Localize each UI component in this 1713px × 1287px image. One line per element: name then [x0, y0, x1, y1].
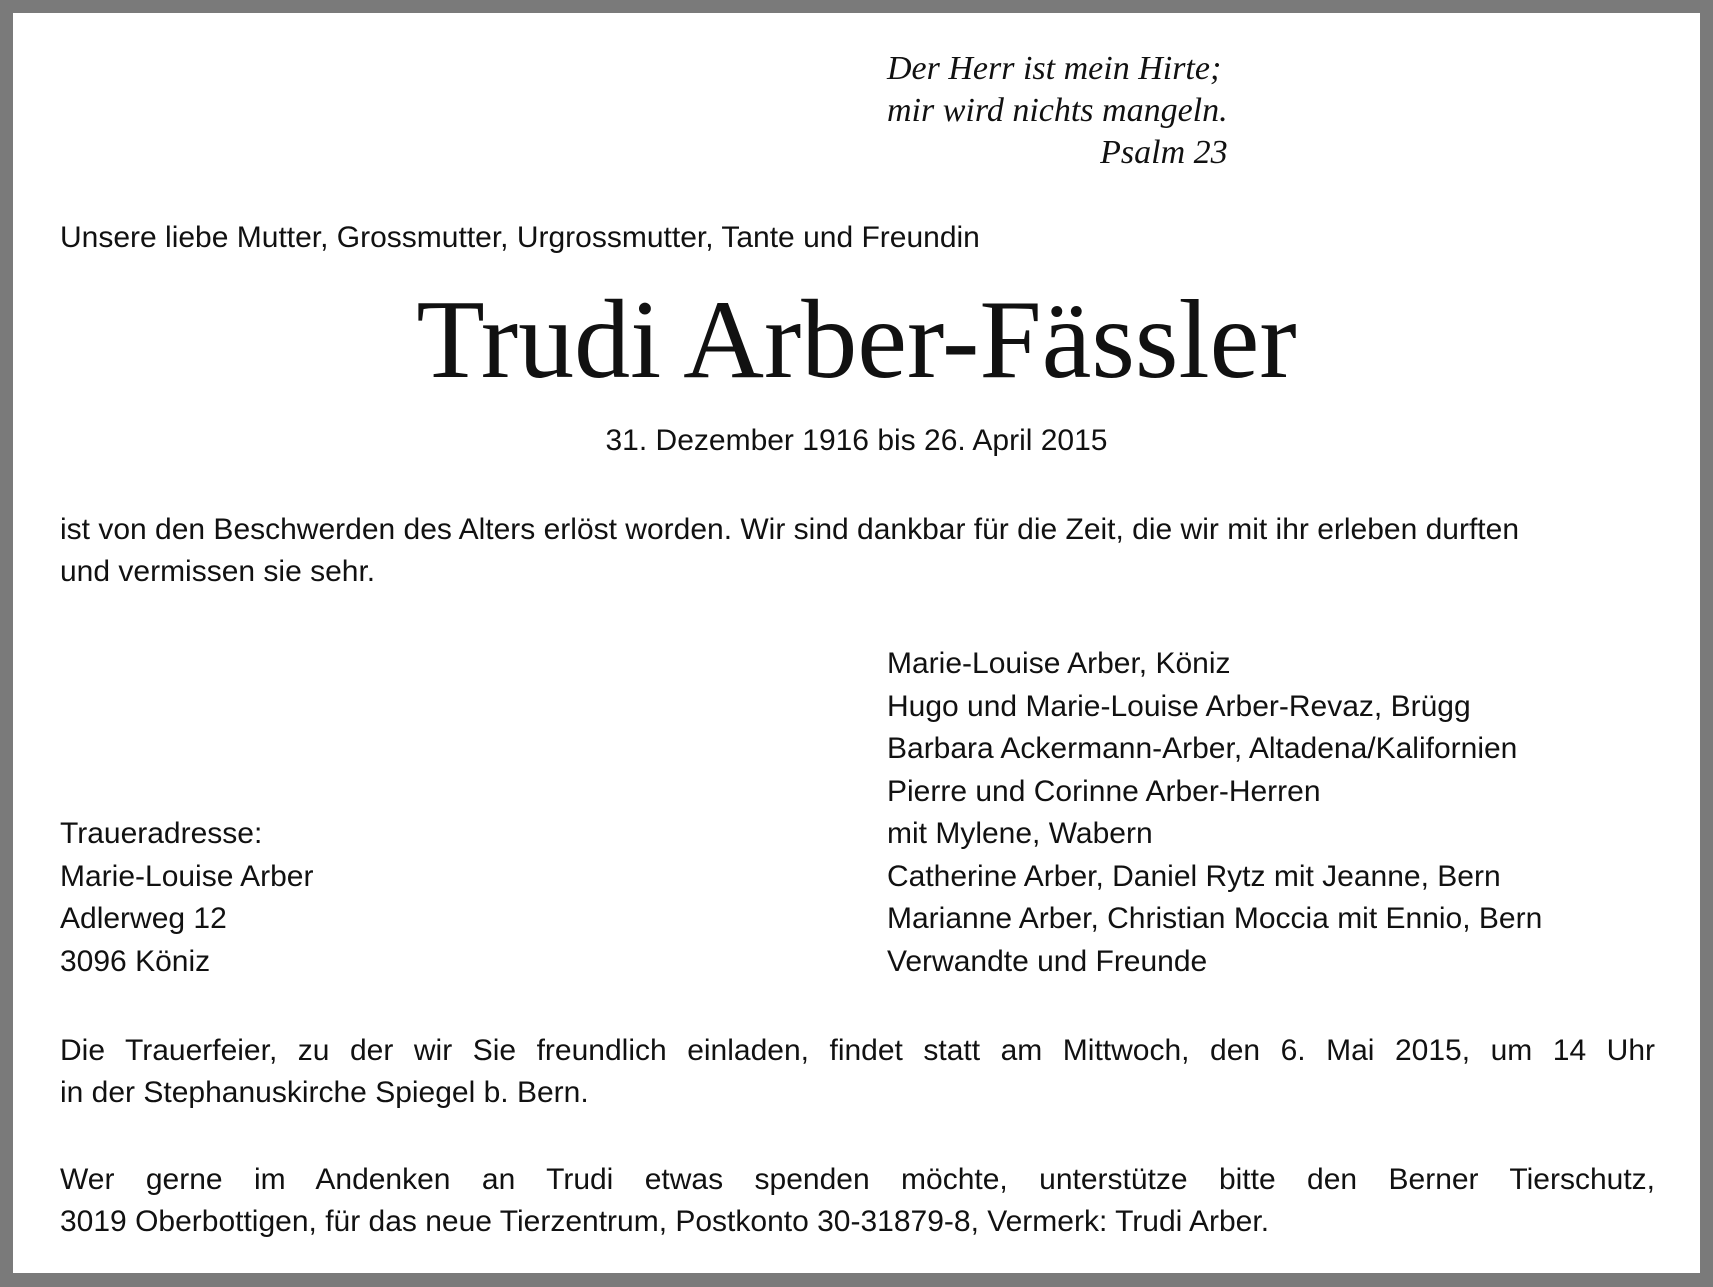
donation-line: Wer gerne im Andenken an Trudi etwas spenden möchte, unterstütze bitte den Berner Tierschutz,: [60, 1163, 1655, 1196]
address-city: 3096 Köniz: [60, 944, 211, 978]
family-member: Pierre und Corinne Arber-Herren: [887, 774, 1321, 808]
donation-line: 3019 Oberbottigen, für das neue Tierzentrum, Postkonto 30-31879-8, Vermerk: Trudi Arber.: [60, 1205, 1270, 1238]
address-street: Adlerweg 12: [60, 902, 227, 935]
address-label: Traueradresse:: [60, 817, 263, 850]
family-list: [887, 643, 1542, 983]
address-name: Marie-Louise Arber: [60, 859, 314, 893]
family-member: Hugo und Marie-Louise Arber-Revaz, Brügg: [887, 689, 1471, 723]
life-dates: 31. Dezember 1916 bis 26. April 2015: [605, 424, 1108, 457]
message-line: ist von den Beschwerden des Alters erlöst worden. Wir sind dankbar für die Zeit, die wir mit ihr erleben durften: [60, 513, 1520, 546]
obituary-page: [13, 13, 1700, 1273]
verse-reference: Psalm 23: [1100, 134, 1228, 171]
funeral-notice: [60, 1030, 1655, 1114]
family-member: mit Mylene, Wabern: [887, 817, 1153, 850]
message-line: und vermissen sie sehr.: [60, 555, 376, 588]
family-member: Verwandte und Freunde: [887, 944, 1208, 978]
verse-line: Der Herr ist mein Hirte;: [887, 50, 1222, 87]
bible-verse: [887, 48, 1228, 174]
family-member: Catherine Arber, Daniel Rytz mit Jeanne, Bern: [887, 859, 1501, 893]
message-text: [60, 509, 1655, 593]
donation-notice: [60, 1159, 1655, 1243]
family-member: Marianne Arber, Christian Moccia mit Ennio, Bern: [887, 902, 1543, 935]
family-member: Marie-Louise Arber, Köniz: [887, 647, 1231, 680]
verse-line: mir wird nichts mangeln.: [887, 92, 1228, 129]
mourning-address: [60, 813, 313, 983]
funeral-line: in der Stephanuskirche Spiegel b. Bern.: [60, 1076, 589, 1109]
funeral-line: Die Trauerfeier, zu der wir Sie freundlich einladen, findet statt am Mittwoch, den 6. Mai 2015, um 14 Uhr: [60, 1034, 1655, 1067]
deceased-name: Trudi Arber-Fässler: [416, 278, 1297, 402]
intro-text: Unsere liebe Mutter, Grossmutter, Urgrossmutter, Tante und Freundin: [60, 221, 980, 254]
family-member: Barbara Ackermann-Arber, Altadena/Kalifornien: [887, 732, 1518, 765]
